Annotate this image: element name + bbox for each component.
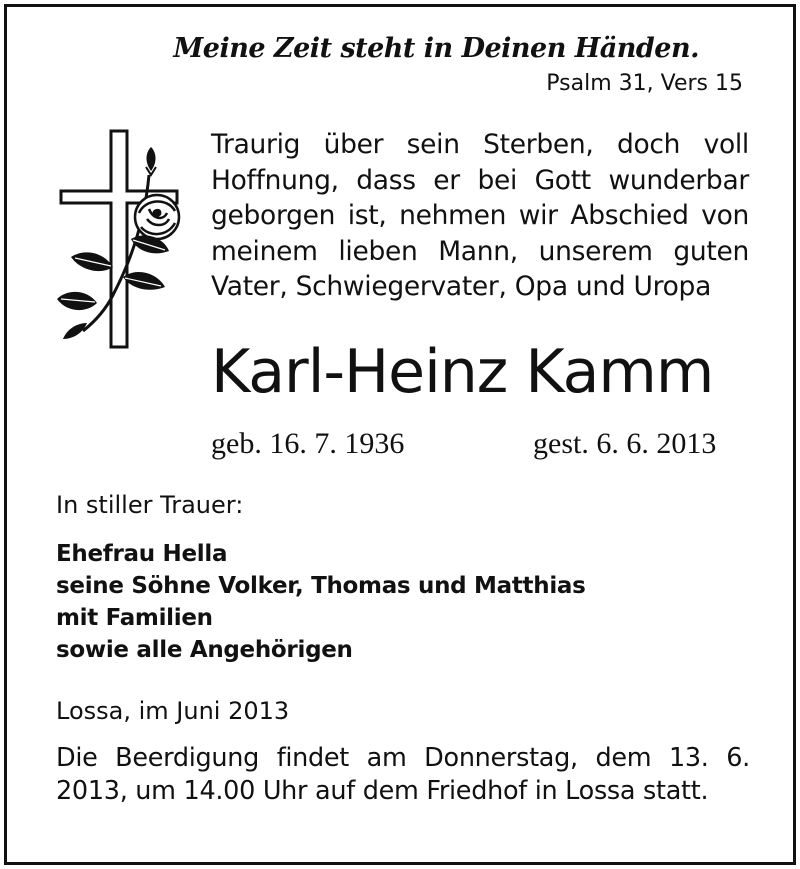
mourning-heading: In stiller Trauer: xyxy=(56,491,244,519)
mourner-line: mit Familien xyxy=(56,605,213,631)
quote-source: Psalm 31, Vers 15 xyxy=(546,71,743,96)
intro-text: Traurig über sein Sterben, doch voll Hoffnung, dass er bei Gott wunderbar geborgen ist, nehmen wir Abschied von meinem lieben Mann, unserem guten Vater, Schwiegervater, Opa und Uropa xyxy=(211,129,749,302)
mourner-line: Ehefrau Hella xyxy=(56,541,228,567)
cross-with-rose-icon xyxy=(53,127,189,349)
obituary-notice xyxy=(4,4,796,865)
motto-quote: Meine Zeit steht in Deinen Händen. xyxy=(173,33,699,64)
place-date: Lossa, im Juni 2013 xyxy=(56,697,290,725)
death-date: gest. 6. 6. 2013 xyxy=(533,427,717,460)
birth-date: geb. 16. 7. 1936 xyxy=(211,427,405,460)
mourner-line: sowie alle Angehörigen xyxy=(56,637,353,663)
deceased-name: Karl-Heinz Kamm xyxy=(211,337,714,407)
mourners-list xyxy=(56,538,586,666)
funeral-notice: Die Beerdigung findet am Donnerstag, dem 13. 6. 2013, um 14.00 Uhr auf dem Friedhof in Lossa statt. xyxy=(56,743,750,806)
mourner-line: seine Söhne Volker, Thomas und Matthias xyxy=(56,573,586,599)
